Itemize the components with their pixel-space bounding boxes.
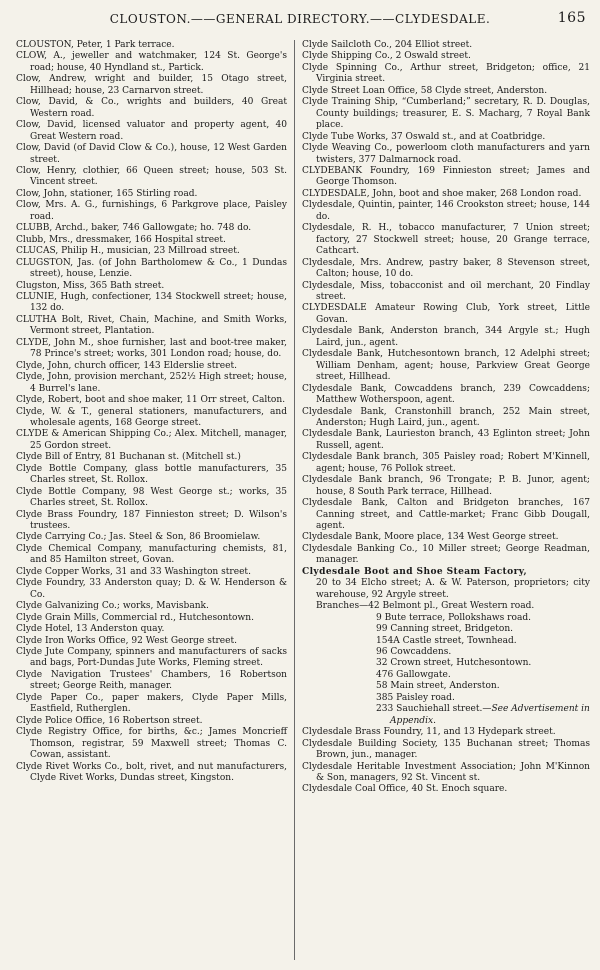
directory-entry: Clydesdale Bank branch, 96 Trongate; P. B. Junor, agent; house, 8 South Park terrace, Hillhead.	[302, 475, 590, 497]
boot-factory-branches-label: Branches—42 Belmont pl., Great Western road.	[316, 601, 535, 612]
directory-entry: CLOW, A., jeweller and watchmaker, 124 St. George's road; house, 40 Hyndland st., Partick.	[16, 51, 287, 73]
directory-entry: CLUNIE, Hugh, confectioner, 134 Stockwell street; house, 132 do.	[16, 291, 287, 314]
directory-entry: Clydesdale Coal Office, 40 St. Enoch square.	[302, 784, 508, 795]
directory-entry: Clyde Navigation Trustees' Chambers, 16 Robertson street; George Reith, manager.	[16, 669, 287, 692]
directory-entry: Clyde Foundry, 33 Anderston quay; D. & W. Henderson & Co.	[16, 578, 287, 600]
directory-entry: Clydesdale, Miss, tobacconist and oil merchant, 20 Findlay street.	[302, 280, 590, 302]
directory-entry: Clyde Chemical Company, manufacturing chemists, 81, and 85 Hamilton street, Govan.	[16, 543, 287, 566]
directory-entry: CLUGSTON, Jas. (of John Bartholomew & Co., 1 Dundas street), house, Lenzie.	[16, 257, 287, 280]
directory-entry: Clyde Training Ship, “Cumberland;” secretary, R. D. Douglas, County buildings; treasurer, E. S. Macharg, 7 Royal Bank place.	[302, 97, 590, 131]
directory-entry: Clow, David, & Co., wrights and builders, 40 Great Western road.	[16, 97, 287, 119]
directory-entry: Clydesdale Bank, Calton and Bridgeton branches, 167 Canning street, and Cattle-market; Franc Gibb Dougall, agent.	[302, 498, 590, 532]
directory-entry: Clyde, John, provision merchant, 252½ High street; house, 4 Burrel's lane.	[16, 372, 287, 394]
directory-entry: Clyde Rivet Works Co., bolt, rivet, and nut manufacturers, Clyde Rivet Works, Dundas street, Kingston.	[16, 761, 287, 783]
directory-entry: Clydesdale, R. H., tobacco manufacturer, 7 Union street; factory, 27 Stockwell street; house, 20 Grange terrace, Cathcart.	[302, 223, 590, 257]
directory-entry: CLYDESDALE, John, boot and shoe maker, 268 London road.	[302, 188, 582, 199]
directory-entry: Clyde Tube Works, 37 Oswald st., and at Coatbridge.	[302, 131, 546, 142]
directory-entry: Clydesdale Bank, Laurieston branch, 43 Eglinton street; John Russell, agent.	[302, 429, 590, 451]
directory-entry: Clydesdale Building Society, 135 Buchanan street; Thomas Brown, jun., manager.	[302, 738, 590, 761]
directory-entry: Clubb, Mrs., dressmaker, 166 Hospital street.	[16, 234, 226, 245]
directory-entry: Clydesdale Bank, Cowcaddens branch, 239 Cowcaddens; Matthew Wotherspoon, agent.	[302, 383, 590, 406]
directory-entry: Clydesdale Bank, Anderston branch, 344 Argyle st.; Hugh Laird, jun., agent.	[302, 326, 590, 348]
directory-entry: CLUCAS, Philip H., musician, 23 Millroad street.	[16, 246, 240, 257]
directory-entry: Clyde Iron Works Office, 92 West George street.	[16, 635, 238, 646]
directory-entry: Clydesdale Heritable Investment Association; John M'Kinnon & Son, managers, 92 St. Vincent st.	[302, 761, 590, 783]
directory-entry: CLYDESDALE Amateur Rowing Club, York street, Little Govan.	[302, 303, 590, 325]
boot-factory-text: 20 to 34 Elcho street; A. & W. Paterson, proprietors; city warehouse, 92 Argyle street.	[316, 578, 590, 600]
boot-factory-heading: Clydesdale Boot and Shoe Steam Factory,	[302, 566, 528, 577]
directory-entry: Clow, Mrs. A. G., furnishings, 6 Parkgrove place, Paisley road.	[16, 200, 287, 222]
directory-entry: Clydesdale Bank, Cranstonhill branch, 252 Main street, Anderston; Hugh Laird, jun., agent.	[302, 406, 590, 428]
last-branch: 233 Sauchiehall street.—See Advertisement in Appendix.	[376, 704, 590, 726]
directory-entry: Clyde, John, church officer, 143 Elderslie street.	[16, 360, 237, 371]
directory-entry: Clow, Andrew, wright and builder, 15 Otago street, Hillhead; house, 23 Carnarvon street.	[16, 74, 287, 96]
directory-entry: Clyde Bottle Company, 98 West George st.; works, 35 Charles street, St. Rollox.	[16, 486, 287, 509]
directory-entry: CLOUSTON, Peter, 1 Park terrace.	[16, 40, 175, 50]
branch-address: 96 Cowcaddens.	[376, 647, 452, 658]
branch-address: 99 Canning street, Bridgeton.	[376, 624, 514, 635]
directory-entry: Clydesdale Banking Co., 10 Miller street; George Readman, manager.	[302, 543, 590, 566]
branch-address: 58 Main street, Anderston.	[376, 681, 500, 692]
directory-entry: Clyde Street Loan Office, 58 Clyde street, Anderston.	[302, 85, 548, 96]
directory-entry: Clydesdale, Mrs. Andrew, pastry baker, 8 Stevenson street, Calton; house, 10 do.	[302, 257, 590, 280]
directory-entry: Clyde Galvanizing Co.; works, Mavisbank.	[16, 601, 209, 612]
running-header: CLOUSTON.——GENERAL DIRECTORY.——CLYDESDALE. 165	[109, 10, 586, 26]
directory-entry: Clow, David (of David Clow & Co.), house, 12 West Garden street.	[16, 143, 287, 165]
directory-entry: Clyde Paper Co., paper makers, Clyde Paper Mills, Eastfield, Rutherglen.	[16, 692, 287, 715]
directory-entry: Clydesdale, Quintin, painter, 146 Crookston street; house, 144 do.	[302, 200, 590, 222]
directory-entry: Clydesdale Brass Foundry, 11, and 13 Hydepark street.	[302, 727, 556, 738]
boot-factory-entry	[302, 567, 590, 727]
directory-entry: Clyde Bill of Entry, 81 Buchanan st. (Mitchell st.)	[16, 452, 241, 463]
header-right: CLYDESDALE.	[395, 12, 491, 26]
directory-entry: Clyde Hotel, 13 Anderston quay.	[16, 624, 165, 635]
directory-entry: CLYDE & American Shipping Co.; Alex. Mitchell, manager, 25 Gordon street.	[16, 429, 287, 451]
right-column-tail	[302, 727, 590, 796]
directory-entry: Clyde Registry Office, for births, &c.; James Moncrieff Thomson, registrar, 59 Maxwell street; Thomas C. Cowan, assistant.	[16, 727, 287, 761]
header-middle: GENERAL DIRECTORY.	[215, 12, 371, 26]
right-column	[302, 40, 590, 796]
directory-entry: Clydesdale Bank branch, 305 Paisley road; Robert M'Kinnell, agent; house, 76 Pollok street.	[302, 452, 590, 474]
directory-entry: Clyde Jute Company, spinners and manufacturers of sacks and bags, Port-Dundas Jute Works, Fleming street.	[16, 647, 287, 669]
directory-entry: Clugston, Miss, 365 Bath street.	[16, 280, 165, 291]
branch-address: 385 Paisley road.	[376, 692, 455, 703]
directory-entry: CLUBB, Archd., baker, 746 Gallowgate; ho. 748 do.	[16, 223, 252, 234]
branch-address: 476 Gallowgate.	[376, 669, 451, 680]
directory-entry: Clow, John, stationer, 165 Stirling road.	[16, 188, 198, 199]
column-divider	[294, 40, 295, 960]
directory-entry: Clow, Henry, clothier, 66 Queen street; house, 503 St. Vincent street.	[16, 165, 287, 188]
page-number: 165	[557, 10, 586, 26]
left-column	[16, 40, 287, 784]
directory-entry: Clyde, Robert, boot and shoe maker, 11 Orr street, Calton.	[16, 395, 286, 406]
branch-address: 9 Bute terrace, Pollokshaws road.	[376, 612, 532, 623]
directory-entry: Clyde Police Office, 16 Robertson street.	[16, 715, 203, 726]
header-left: CLOUSTON.	[109, 12, 191, 26]
directory-entry: Clydesdale Bank, Moore place, 134 West George street.	[302, 532, 559, 543]
directory-entry: CLYDE, John M., shoe furnisher, last and boot-tree maker, 78 Prince's street; works, 301 London road; house, do.	[16, 337, 287, 360]
directory-entry: Clyde Carrying Co.; Jas. Steel & Son, 86 Broomielaw.	[16, 532, 261, 543]
directory-entry: Clyde Sailcloth Co., 204 Elliot street.	[302, 40, 473, 50]
directory-entry: Clyde Weaving Co., powerloom cloth manufacturers and yarn twisters, 377 Dalmarnock road.	[302, 143, 590, 165]
directory-entry: Clyde, W. & T., general stationers, manufacturers, and wholesale agents, 168 George street.	[16, 406, 287, 428]
branch-list	[302, 613, 590, 705]
branch-address: 32 Crown street, Hutchesontown.	[376, 658, 532, 669]
directory-entry: Clyde Bottle Company, glass bottle manufacturers, 35 Charles street, St. Rollox.	[16, 463, 287, 486]
directory-entry: Clyde Grain Mills, Commercial rd., Hutchesontown.	[16, 612, 254, 623]
branch-address: 154A Castle street, Townhead.	[376, 635, 517, 646]
advertisement-note: See Advertisement in Appendix.	[390, 704, 590, 726]
right-column-entries	[302, 40, 590, 567]
directory-entry: Clow, David, licensed valuator and property agent, 40 Great Western road.	[16, 120, 287, 142]
directory-entry: Clyde Brass Foundry, 187 Finnieston street; D. Wilson's trustees.	[16, 509, 287, 532]
directory-entry: CLYDEBANK Foundry, 169 Finnieston street; James and George Thomson.	[302, 165, 590, 188]
directory-entry: Clyde Copper Works, 31 and 33 Washington street.	[16, 566, 251, 577]
directory-entry: Clyde Spinning Co., Arthur street, Bridgeton; office, 21 Virginia street.	[302, 62, 590, 85]
directory-entry: CLUTHA Bolt, Rivet, Chain, Machine, and Smith Works, Vermont street, Plantation.	[16, 314, 287, 337]
directory-entry: Clyde Shipping Co., 2 Oswald street.	[302, 51, 471, 62]
directory-entry: Clydesdale Bank, Hutchesontown branch, 12 Adelphi street; William Denham, agent; house, Parkview Great George street, Hillhead.	[302, 349, 590, 383]
